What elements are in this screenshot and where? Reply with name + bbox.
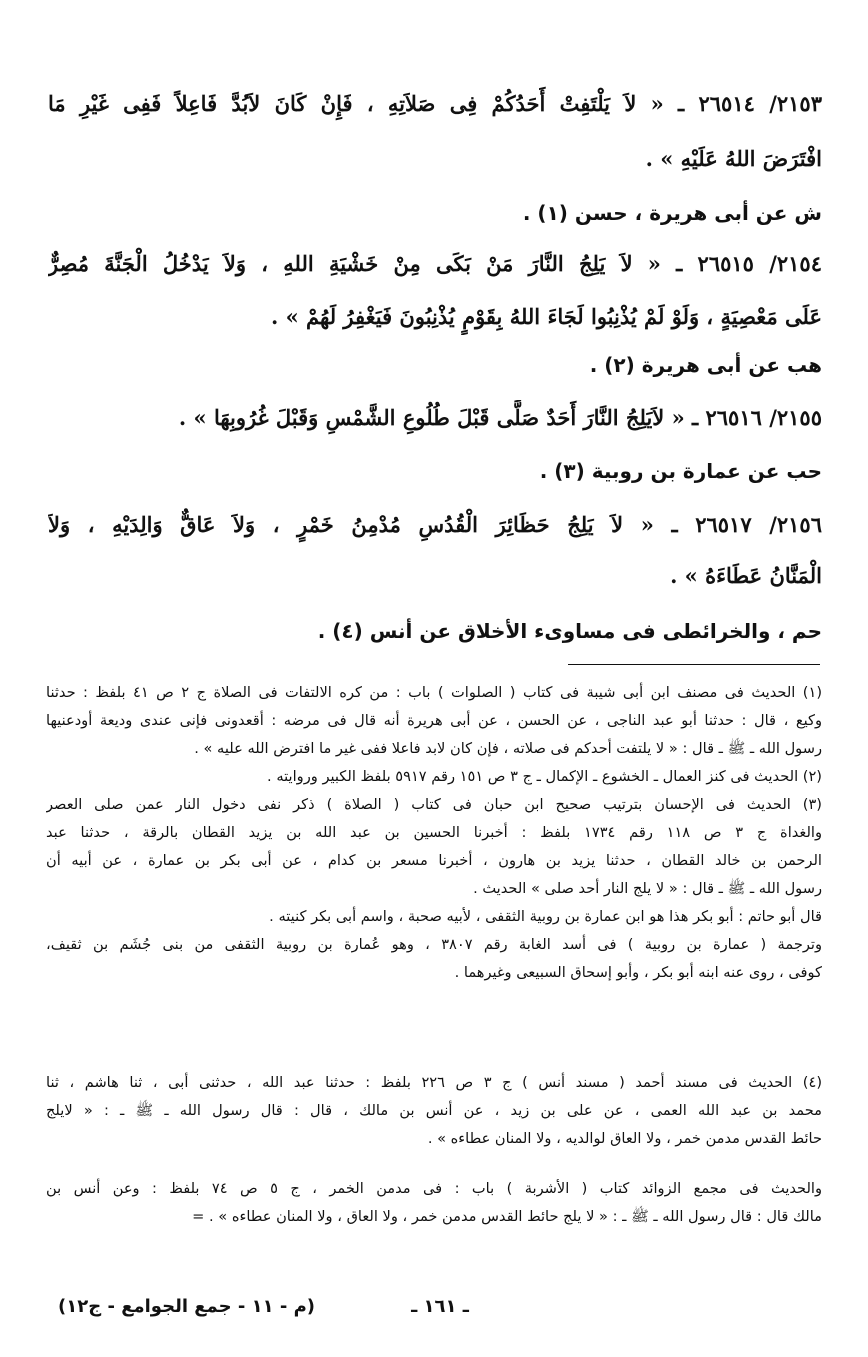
footnote-4-line-4: والحديث فى مجمع الزوائد كتاب ( الأشربة ) باب : فى مدمن الخمر ، ج ٥ ص ٧٤ بلفظ : وعن أنس بن (46, 1180, 822, 1197)
hadith-2155-line-1: ٢١٥٥/ ٢٦٥١٦ ـ « لاَيَلِجُ النَّارَ أَحَدٌ صَلَّى قَبْلَ طُلُوعِ الشَّمْسِ وَقَبْلَ غُرُوبِهَا » . (178, 405, 822, 430)
footnote-4-line-3: حائط القدس مدمن خمر ، ولا العاق لوالديه ، ولا المنان عطاءه » . (427, 1130, 822, 1147)
footnote-4-line-1: (٤) الحديث فى مسند أحمد ( مسند أنس ) ج ٣ ص ٢٢٦ بلفظ : حدثنا عبد الله ، حدثنى أبى ، ثنا هاشم ، ثنا (46, 1074, 822, 1091)
hadith-2156-line-1: ٢١٥٦/ ٢٦٥١٧ ـ « لاَ يَلِجُ حَظَائِرَ الْقُدُسِ مُدْمِنُ خَمْرٍ ، وَلاَ عَاقٌّ وَالِدَيْهِ ، وَلاَ (48, 512, 822, 537)
footnote-3-line-6: وترجمة ( عمارة بن روبية ) فى أسد الغابة رقم ٣٨٠٧ ، وهو عُمارة بن روبية الثقفى من بنى جُشَم بن ثقيف، (46, 936, 822, 953)
book-signature: (م - ١١ - جمع الجوامع - ج١٢) (58, 1296, 316, 1317)
footnote-3-line-2: والغداة ج ٣ ص ١١٨ رقم ١٧٣٤ بلفظ : أخبرنا الحسين بن عبد الله بن يزيد القطان بالرقة ، حدثنا عبد (46, 824, 822, 841)
page-number: ـ ١٦١ ـ (411, 1296, 469, 1317)
hadith-2154-line-2: عَلَى مَعْصِيَةٍ ، وَلَوْ لَمْ يُذْنِبُوا لَجَاءَ اللهُ بِقَوْمٍ يُذْنِبُونَ فَيَغْفِرُ لَهُمْ » . (270, 304, 822, 329)
footnote-3-line-4: رسول الله ـ ﷺ ـ قال : « لا يلج النار أحد صلى » الحديث . (473, 880, 822, 897)
footnote-3-line-7: كوفى ، روى عنه ابنه أبو بكر ، وأبو إسحاق السبيعى وغيرهما . (454, 964, 822, 981)
hadith-2154-source: هب عن أبى هريرة (٢) . (589, 353, 822, 377)
hadith-2156-source: حم ، والخرائطى فى مساوىء الأخلاق عن أنس (٤) . (317, 619, 822, 643)
hadith-2153-line-1: ٢١٥٣/ ٢٦٥١٤ ـ « لاَ يَلْتَفِتْ أَحَدُكُمْ فِى صَلاَتِهِ ، فَإِنْ كَانَ لاَبُدَّ فَاعِلاً فَفِى غَيْرِ مَا (48, 91, 822, 116)
footnote-separator (568, 664, 820, 665)
footnote-4-line-5: مالك قال : قال رسول الله ـ ﷺ ـ : « لا يلج حائط القدس مدمن خمر ، ولا العاق ، ولا المنان عطاءه » . = (192, 1208, 822, 1225)
footnote-3-line-3: الرحمن بن خالد القطان ، حدثنا يزيد بن هارون ، أخبرنا مسعر بن كدام ، عن أبى بكر بن عمارة ، عن أبيه أن (46, 852, 822, 869)
footnote-1-line-3: رسول الله ـ ﷺ ـ قال : « لا يلتفت أحدكم فى صلاته ، فإن كان لابد فاعلا ففى غير ما افترض الله عليه » . (194, 740, 822, 757)
hadith-2153-source: ش عن أبى هريرة ، حسن (١) . (522, 201, 822, 225)
hadith-2154-line-1: ٢١٥٤/ ٢٦٥١٥ ـ « لاَ يَلِجُ النَّارَ مَنْ بَكَى مِنْ خَشْيَةِ اللهِ ، وَلاَ يَدْخُلُ الْجَنَّةَ مُصِرٌّ (48, 251, 822, 276)
footnote-3-line-5: قال أبو حاتم : أبو بكر هذا هو ابن عمارة بن روبية الثقفى ، لأبيه صحبة ، واسم أبى بكر كنيته . (269, 908, 822, 925)
hadith-2155-source: حب عن عمارة بن روبية (٣) . (539, 459, 822, 483)
footnote-1-line-2: وكيع ، قال : حدثنا أبو عبد الناجى ، عن الحسن ، عن أبى هريرة أنه قال فى مرضه : أقعدونى فإنى عندى وديعة أودعنيها (46, 712, 822, 729)
hadith-2156-line-2: الْمَنَّانُ عَطَاءَهُ » . (670, 563, 822, 588)
footnote-4-line-2: محمد بن عبد الله العمى ، عن على بن زيد ، عن أنس بن مالك ، قال : قال رسول الله ـ ﷺ ـ : « لايلج (46, 1102, 822, 1119)
hadith-2153-line-2: افْتَرَضَ اللهُ عَلَيْهِ » . (645, 146, 822, 171)
footnote-1-line-1: (١) الحديث فى مصنف ابن أبى شيبة فى كتاب ( الصلوات ) باب : من كره الالتفات فى الصلاة ج ٢ ص ٤١ بلفظ : حدثنا (46, 684, 822, 701)
footnote-2-line-1: (٢) الحديث فى كنز العمال ـ الخشوع ـ الإكمال ـ ج ٣ ص ١٥١ رقم ٥٩١٧ بلفظ الكبير وروايته . (267, 768, 822, 785)
footnote-3-line-1: (٣) الحديث فى الإحسان بترتيب صحيح ابن حبان فى كتاب ( الصلاة ) ذكر نفى دخول النار عمن صلى العصر (46, 796, 822, 813)
